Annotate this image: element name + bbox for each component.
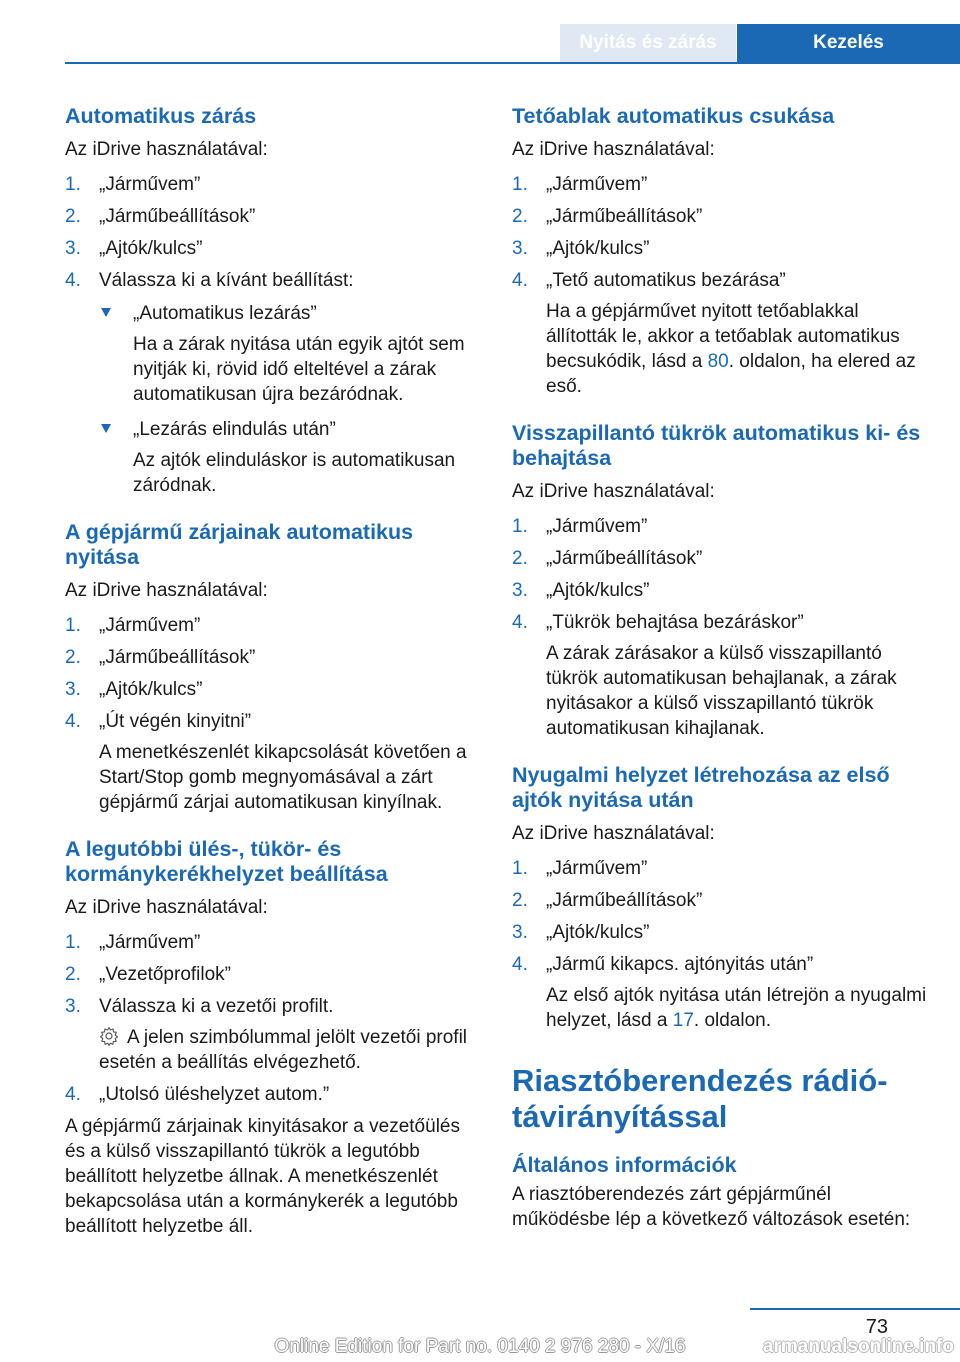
- intro-text: Az iDrive használatával:: [65, 897, 268, 918]
- step-number: 4.: [512, 612, 528, 633]
- step-text: „Tükrök behajtása bezáráskor”: [546, 612, 804, 633]
- list-item: [512, 610, 928, 741]
- section-sunroof-closing: [512, 104, 928, 399]
- list-item: [65, 613, 470, 638]
- step-description-text: A jelen szimbólummal jelölt vezetői profil esetén a beállítás elvégezhető.: [99, 1027, 468, 1073]
- step-text: „Járművem”: [99, 174, 201, 195]
- section-title: A gépjármű zárjainak automatikus nyitása: [65, 520, 414, 569]
- intro-text: Az iDrive használatával:: [65, 139, 268, 160]
- step-text: „Járművem”: [546, 858, 648, 879]
- step-number: 1.: [512, 516, 528, 537]
- list-item: [65, 1082, 470, 1107]
- list-item: [65, 962, 470, 987]
- option-item: [99, 417, 470, 498]
- section-title: Általános információk: [512, 1153, 737, 1177]
- section-automatic-unlocking: [65, 520, 470, 815]
- step-number: 1.: [65, 615, 81, 636]
- steps-list: [65, 930, 470, 1107]
- step-number: 1.: [512, 858, 528, 879]
- list-item: [65, 930, 470, 955]
- description-text: Az első ajtók nyitása után létrejön a nyugalmi helyzet, lásd a: [546, 985, 927, 1031]
- step-text: „Tető automatikus bezárása”: [546, 270, 786, 291]
- list-item: [512, 578, 928, 603]
- option-item: [99, 301, 470, 407]
- step-text: „Járműbeállítások”: [99, 206, 256, 227]
- step-text: „Ajtók/kulcs”: [99, 679, 203, 700]
- left-column: [65, 104, 470, 1261]
- header-section-tab: Nyitás és zárás: [560, 24, 736, 62]
- step-description: A menetkészenlét kikapcsolását követően a Start/Stop gomb megnyomásával a zárt gépjármű zárjai automatikusan kinyílnak.: [99, 742, 467, 813]
- step-text: „Járműbeállítások”: [99, 647, 256, 668]
- description-text: Ha a gépjárművet nyitott tetőablakkal állították le, akkor a tetőablak automatikus becsukódik, lásd a: [546, 301, 900, 372]
- footer-rule: [750, 1308, 960, 1310]
- triangle-bullet-icon: [101, 424, 111, 433]
- step-number: 2.: [512, 206, 528, 227]
- step-text: „Járművem”: [546, 516, 648, 537]
- step-number: 3.: [512, 580, 528, 601]
- list-item: [65, 677, 470, 702]
- page-link[interactable]: 80: [707, 351, 729, 372]
- section-automatic-locking: [65, 104, 470, 498]
- step-number: 3.: [512, 922, 528, 943]
- step-text: „Utolsó üléshelyzet autom.”: [99, 1084, 330, 1105]
- list-item: [65, 268, 470, 498]
- step-text: Válassza ki a kívánt beállítást:: [99, 270, 354, 291]
- right-column: [512, 104, 928, 1254]
- list-item: [512, 952, 928, 1033]
- intro-text: Az iDrive használatával:: [512, 481, 715, 502]
- intro-text: Az iDrive használatával:: [65, 580, 268, 601]
- step-number: 1.: [512, 174, 528, 195]
- watermark-text: armanualsonline.info: [762, 1336, 954, 1357]
- list-item: [512, 888, 928, 913]
- step-number: 2.: [65, 647, 81, 668]
- list-item: [65, 172, 470, 197]
- list-item: [65, 645, 470, 670]
- list-item: [512, 268, 928, 399]
- step-text: „Járművem”: [99, 932, 201, 953]
- step-text: „Ajtók/kulcs”: [546, 238, 650, 259]
- section-title: Automatikus zárás: [65, 104, 257, 128]
- step-number: 4.: [65, 1084, 81, 1105]
- step-description: [546, 299, 928, 399]
- step-text: „Járművem”: [546, 174, 648, 195]
- option-description: Az ajtók elinduláskor is automatikusan záródnak.: [133, 450, 456, 496]
- footer-edition-text: Online Edition for Part no. 0140 2 976 280 - X/16: [274, 1336, 686, 1357]
- step-text: „Jármű kikapcs. ajtónyitás után”: [546, 954, 814, 975]
- step-text: „Járműbeállítások”: [546, 206, 703, 227]
- step-number: 2.: [65, 206, 81, 227]
- header-chapter-tab: Kezelés: [737, 24, 960, 62]
- option-label: „Automatikus lezárás”: [133, 303, 317, 324]
- step-description: [99, 1025, 470, 1075]
- description-text: . oldalon.: [693, 1010, 772, 1031]
- body-paragraph: A gépjármű zárjainak kinyitásakor a vezetőülés és a külső visszapillantó tükrök a legutóbb beállított helyzetbe állnak. A menetkészenlét bekapcsolása után a kormánykerék a legutóbb beállított helyzetbe áll.: [65, 1116, 460, 1237]
- list-item: [512, 204, 928, 229]
- step-number: 3.: [65, 679, 81, 700]
- step-text: „Út végén kinyitni”: [99, 711, 252, 732]
- step-number: 3.: [65, 996, 81, 1017]
- steps-list: [512, 514, 928, 741]
- step-number: 3.: [512, 238, 528, 259]
- section-last-position: [65, 837, 470, 1239]
- step-description: [546, 983, 928, 1033]
- triangle-bullet-icon: [101, 308, 111, 317]
- step-number: 4.: [512, 954, 528, 975]
- list-item: [512, 920, 928, 945]
- list-item: [65, 709, 470, 815]
- list-item: [512, 236, 928, 261]
- steps-list: [65, 613, 470, 815]
- section-general-info: [512, 1153, 928, 1232]
- option-description: Ha a zárak nyitása után egyik ajtót sem nyitják ki, rövid idő elteltével a zárak automatikusan újra bezáródnak.: [133, 334, 465, 405]
- description-text: . oldalon, ha elered az eső.: [546, 351, 916, 397]
- section-title: Tetőablak automatikus csukása: [512, 104, 835, 128]
- section-title: Nyugalmi helyzet létrehozása az első ajtók nyitása után: [512, 763, 890, 812]
- step-number: 3.: [65, 238, 81, 259]
- step-number: 2.: [512, 890, 528, 911]
- steps-list: [65, 172, 470, 498]
- body-paragraph: A riasztóberendezés zárt gépjárműnél működésbe lép a következő változások esetén:: [512, 1184, 911, 1230]
- step-text: „Ajtók/kulcs”: [546, 922, 650, 943]
- step-number: 4.: [512, 270, 528, 291]
- page-link[interactable]: 17: [672, 1010, 694, 1031]
- step-text: „Járműbeállítások”: [546, 890, 703, 911]
- list-item: [65, 994, 470, 1075]
- step-description: A zárak zárásakor a külső visszapillantó tükrök automatikusan behajlanak, a zárak nyitásakor a külső visszapillantó tükrök automatikusan kihajlanak.: [546, 643, 897, 739]
- option-label: „Lezárás elindulás után”: [133, 419, 336, 440]
- steps-list: [512, 856, 928, 1033]
- section-title: Visszapillantó tükrök automatikus ki- és behajtása: [512, 421, 921, 470]
- step-number: 2.: [65, 964, 81, 985]
- section-title: A legutóbbi ülés-, tükör- és kormánykerékhelyzet beállítása: [65, 837, 388, 886]
- chapter-title: Riasztóberendezés rádió-távirányítással: [512, 1063, 888, 1134]
- step-number: 4.: [65, 270, 81, 291]
- options-list: [99, 301, 470, 498]
- step-text: „Ajtók/kulcs”: [99, 238, 203, 259]
- list-item: [512, 856, 928, 881]
- step-number: 1.: [65, 932, 81, 953]
- header-rule: [65, 62, 960, 64]
- page-number: 73: [865, 1316, 888, 1338]
- step-number: 4.: [65, 711, 81, 732]
- list-item: [65, 236, 470, 261]
- step-text: „Ajtók/kulcs”: [546, 580, 650, 601]
- step-text: „Járművem”: [99, 615, 201, 636]
- list-item: [512, 514, 928, 539]
- intro-text: Az iDrive használatával:: [512, 823, 715, 844]
- step-text: Válassza ki a vezetői profilt.: [99, 996, 334, 1017]
- step-number: 2.: [512, 548, 528, 569]
- step-text: „Járműbeállítások”: [546, 548, 703, 569]
- gear-icon: [99, 1026, 119, 1046]
- list-item: [512, 172, 928, 197]
- steps-list: [512, 172, 928, 399]
- list-item: [512, 546, 928, 571]
- intro-text: Az iDrive használatával:: [512, 139, 715, 160]
- section-mirror-folding: [512, 421, 928, 741]
- section-rest-state: [512, 763, 928, 1033]
- list-item: [65, 204, 470, 229]
- step-text: „Vezetőprofilok”: [99, 964, 232, 985]
- step-number: 1.: [65, 174, 81, 195]
